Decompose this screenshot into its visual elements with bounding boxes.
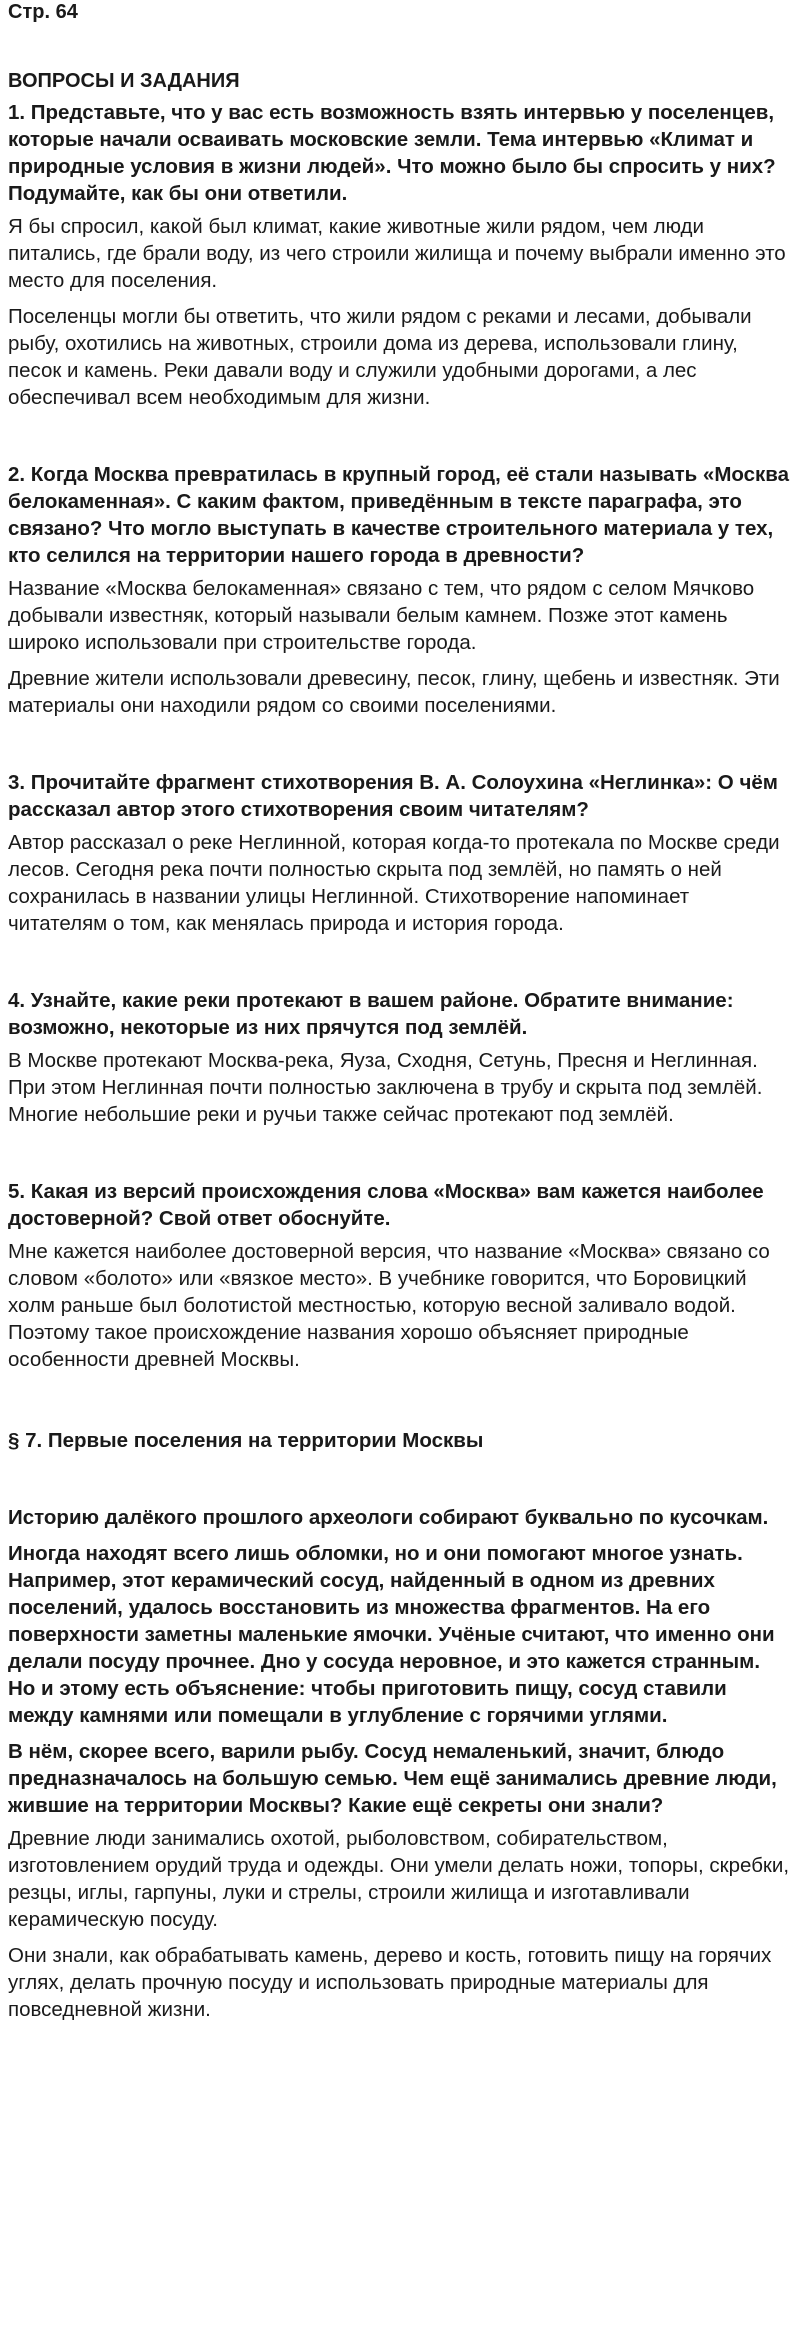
question-text: 5. Какая из версий происхождения слова «Москва» вам кажется наиболее достоверной? Свой ответ обоснуйте. [8, 1180, 764, 1230]
question-text: 4. Узнайте, какие реки протекают в вашем районе. Обратите внимание: возможно, некоторые из них прячутся под землёй. [8, 989, 734, 1039]
page-number: Стр. 64 [8, 1, 78, 23]
intro-bold-paragraph: Историю далёкого прошлого археологи собирают буквально по кусочкам. [8, 1506, 769, 1529]
answer-paragraph: Древние жители использовали древесину, песок, глину, щебень и известняк. Эти материалы они находили рядом со своими поселениями. [8, 667, 780, 717]
intro-bold-paragraph: В нём, скорее всего, варили рыбу. Сосуд немаленький, значит, блюдо предназначалось на большую семью. Чем ещё занимались древние люди, жившие на территории Москвы? Какие ещё секреты они знали? [8, 1740, 777, 1817]
answer-paragraph: Автор рассказал о реке Неглинной, которая когда-то протекала по Москве среди лесов. Сегодня река почти полностью скрыта под землёй, но память о ней сохранилась в названии улицы Неглинной. Стихотворение напоминает читателям о том, как менялась природа и история города. [8, 831, 780, 935]
question-block [8, 461, 792, 719]
answer-paragraph: Поселенцы могли бы ответить, что жили рядом с реками и лесами, добывали рыбу, охотились на животных, строили дома из дерева, использовали глину, песок и камень. Реки давали воду и служили удобными дорогами, а лес обеспечивал всем необходимым для жизни. [8, 305, 752, 409]
question-block [8, 987, 792, 1128]
intro-block [8, 1504, 792, 2023]
answer-paragraph: Они знали, как обрабатывать камень, дерево и кость, готовить пищу на горячих углях, делать прочную посуду и использовать природные материалы для повседневной жизни. [8, 1944, 772, 2021]
intro-bold-paragraph: Иногда находят всего лишь обломки, но и они помогают многое узнать. Например, этот керамический сосуд, найденный в одном из древних поселений, удалось восстановить из множества фрагментов. На его поверхности заметны маленькие ямочки. Учёные считают, что именно они делали посуду прочнее. Дно у сосуда неровное, и это кажется странным. Но и этому есть объяснение: чтобы приготовить пищу, сосуд ставили между камнями или помещали в углубление с горячими углями. [8, 1542, 775, 1727]
paragraph-heading: § 7. Первые поселения на территории Москвы [8, 1429, 484, 1452]
answer-paragraph: Мне кажется наиболее достоверной версия, что название «Москва» связано со словом «болото» или «вязкое место». В учебнике говорится, что Боровицкий холм раньше был болотистой местностью, которую весной заливало водой. Поэтому такое происхождение названия хорошо объясняет природные особенности древней Москвы. [8, 1240, 770, 1371]
question-text: 1. Представьте, что у вас есть возможность взять интервью у поселенцев, которые начали осваивать московские земли. Тема интервью «Климат и природные условия в жизни людей». Что можно было бы спросить у них? Подумайте, как бы они ответили. [8, 101, 776, 205]
question-block [8, 99, 792, 411]
question-block [8, 1178, 792, 1373]
question-text: 3. Прочитайте фрагмент стихотворения В. А. Солоухина «Неглинка»: О чём рассказал автор этого стихотворения своим читателям? [8, 771, 778, 821]
section-title: ВОПРОСЫ И ЗАДАНИЯ [8, 70, 240, 92]
answer-paragraph: Я бы спросил, какой был климат, какие животные жили рядом, чем люди питались, где брали воду, из чего строили жилища и почему выбрали именно это место для поселения. [8, 215, 786, 292]
answer-paragraph: Древние люди занимались охотой, рыболовством, собирательством, изготовлением орудий труда и одежды. Они умели делать ножи, топоры, скребки, резцы, иглы, гарпуны, луки и стрелы, строили жилища и изготавливали керамическую посуду. [8, 1827, 790, 1931]
question-block [8, 769, 792, 937]
question-text: 2. Когда Москва превратилась в крупный город, её стали называть «Москва белокаменная». С каким фактом, приведённым в тексте параграфа, это связано? Что могло выступать в качестве строительного материала у тех, кто селился на территории нашего города в древности? [8, 463, 790, 567]
answer-paragraph: В Москве протекают Москва-река, Яуза, Сходня, Сетунь, Пресня и Неглинная. При этом Неглинная почти полностью заключена в трубу и скрыта под землёй. Многие небольшие реки и ручьи также сейчас протекают под землёй. [8, 1049, 763, 1126]
answer-paragraph: Название «Москва белокаменная» связано с тем, что рядом с селом Мячково добывали известняк, который называли белым камнем. Позже этот камень широко использовали при строительстве города. [8, 577, 755, 654]
